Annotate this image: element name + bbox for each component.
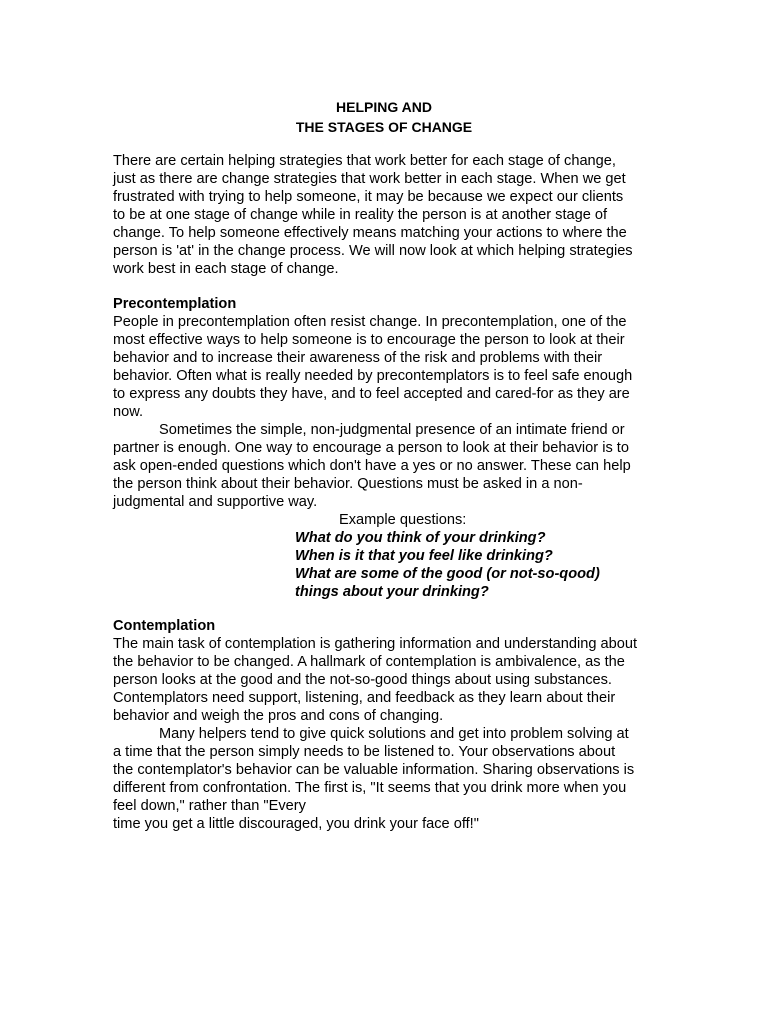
contemplation-line: a time that the person simply needs to be listened to. Your observations about (113, 744, 616, 760)
intro-line: to be at one stage of change while in reality the person is at another stage of (113, 207, 608, 223)
intro-line: There are certain helping strategies that work better for each stage of change, (113, 153, 616, 169)
contemplation-line: person looks at the good and the not-so-good things about using substances. (113, 672, 612, 688)
precontemplation-line: the person think about their behavior. Questions must be asked in a non- (113, 476, 583, 492)
example-question: What do you think of your drinking? (295, 530, 546, 546)
contemplation-line: the behavior to be changed. A hallmark of contemplation is ambivalence, as the (113, 654, 625, 670)
intro-line: just as there are change strategies that work better in each stage. When we get (113, 171, 626, 187)
precontemplation-line: ask open-ended questions which don't have a yes or no answer. These can help (113, 458, 631, 474)
precontemplation-line: partner is enough. One way to encourage a person to look at their behavior is to (113, 440, 629, 456)
contemplation-line: Many helpers tend to give quick solutions and get into problem solving at (159, 726, 629, 742)
precontemplation-line: now. (113, 404, 144, 420)
precontemplation-line: behavior. Often what is really needed by precontemplators is to feel safe enough (113, 368, 633, 384)
section-heading-contemplation: Contemplation (113, 618, 216, 634)
precontemplation-line: People in precontemplation often resist change. In precontemplation, one of the (113, 314, 627, 330)
precontemplation-line: most effective ways to help someone is to encourage the person to look at their (113, 332, 625, 348)
contemplation-line: different from confrontation. The first is, "It seems that you drink more when you (113, 780, 627, 796)
contemplation-line: Contemplators need support, listening, and feedback as they learn about their (113, 690, 616, 706)
section-heading-precontemplation: Precontemplation (113, 296, 237, 312)
contemplation-line: the contemplator's behavior can be valuable information. Sharing observations is (113, 762, 635, 778)
document-title-line-2: THE STAGES OF CHANGE (295, 119, 473, 135)
intro-line: person is 'at' in the change process. We will now look at which helping strategies (113, 243, 633, 259)
contemplation-line: time you get a little discouraged, you drink your face off!" (113, 816, 479, 832)
example-questions-label: Example questions: (339, 512, 467, 528)
intro-line: frustrated with trying to help someone, it may be because we expect our clients (113, 189, 624, 205)
document-title-line-1: HELPING AND (336, 99, 432, 115)
intro-line: work best in each stage of change. (113, 261, 339, 277)
precontemplation-line: to express any doubts they have, and to feel accepted and cared-for as they are (113, 386, 630, 402)
example-question: When is it that you feel like drinking? (295, 548, 553, 564)
precontemplation-line: Sometimes the simple, non-judgmental presence of an intimate friend or (159, 422, 625, 438)
contemplation-line: behavior and weigh the pros and cons of changing. (113, 708, 444, 724)
example-question: things about your drinking? (295, 584, 489, 600)
contemplation-line: The main task of contemplation is gathering information and understanding about (113, 636, 638, 652)
precontemplation-line: behavior and to increase their awareness of the risk and problems with their (113, 350, 603, 366)
precontemplation-line: judgmental and supportive way. (113, 494, 318, 510)
contemplation-line: feel down," rather than "Every (113, 798, 306, 814)
intro-line: change. To help someone effectively means matching your actions to where the (113, 225, 627, 241)
example-question: What are some of the good (or not-so-qood) (295, 566, 600, 582)
